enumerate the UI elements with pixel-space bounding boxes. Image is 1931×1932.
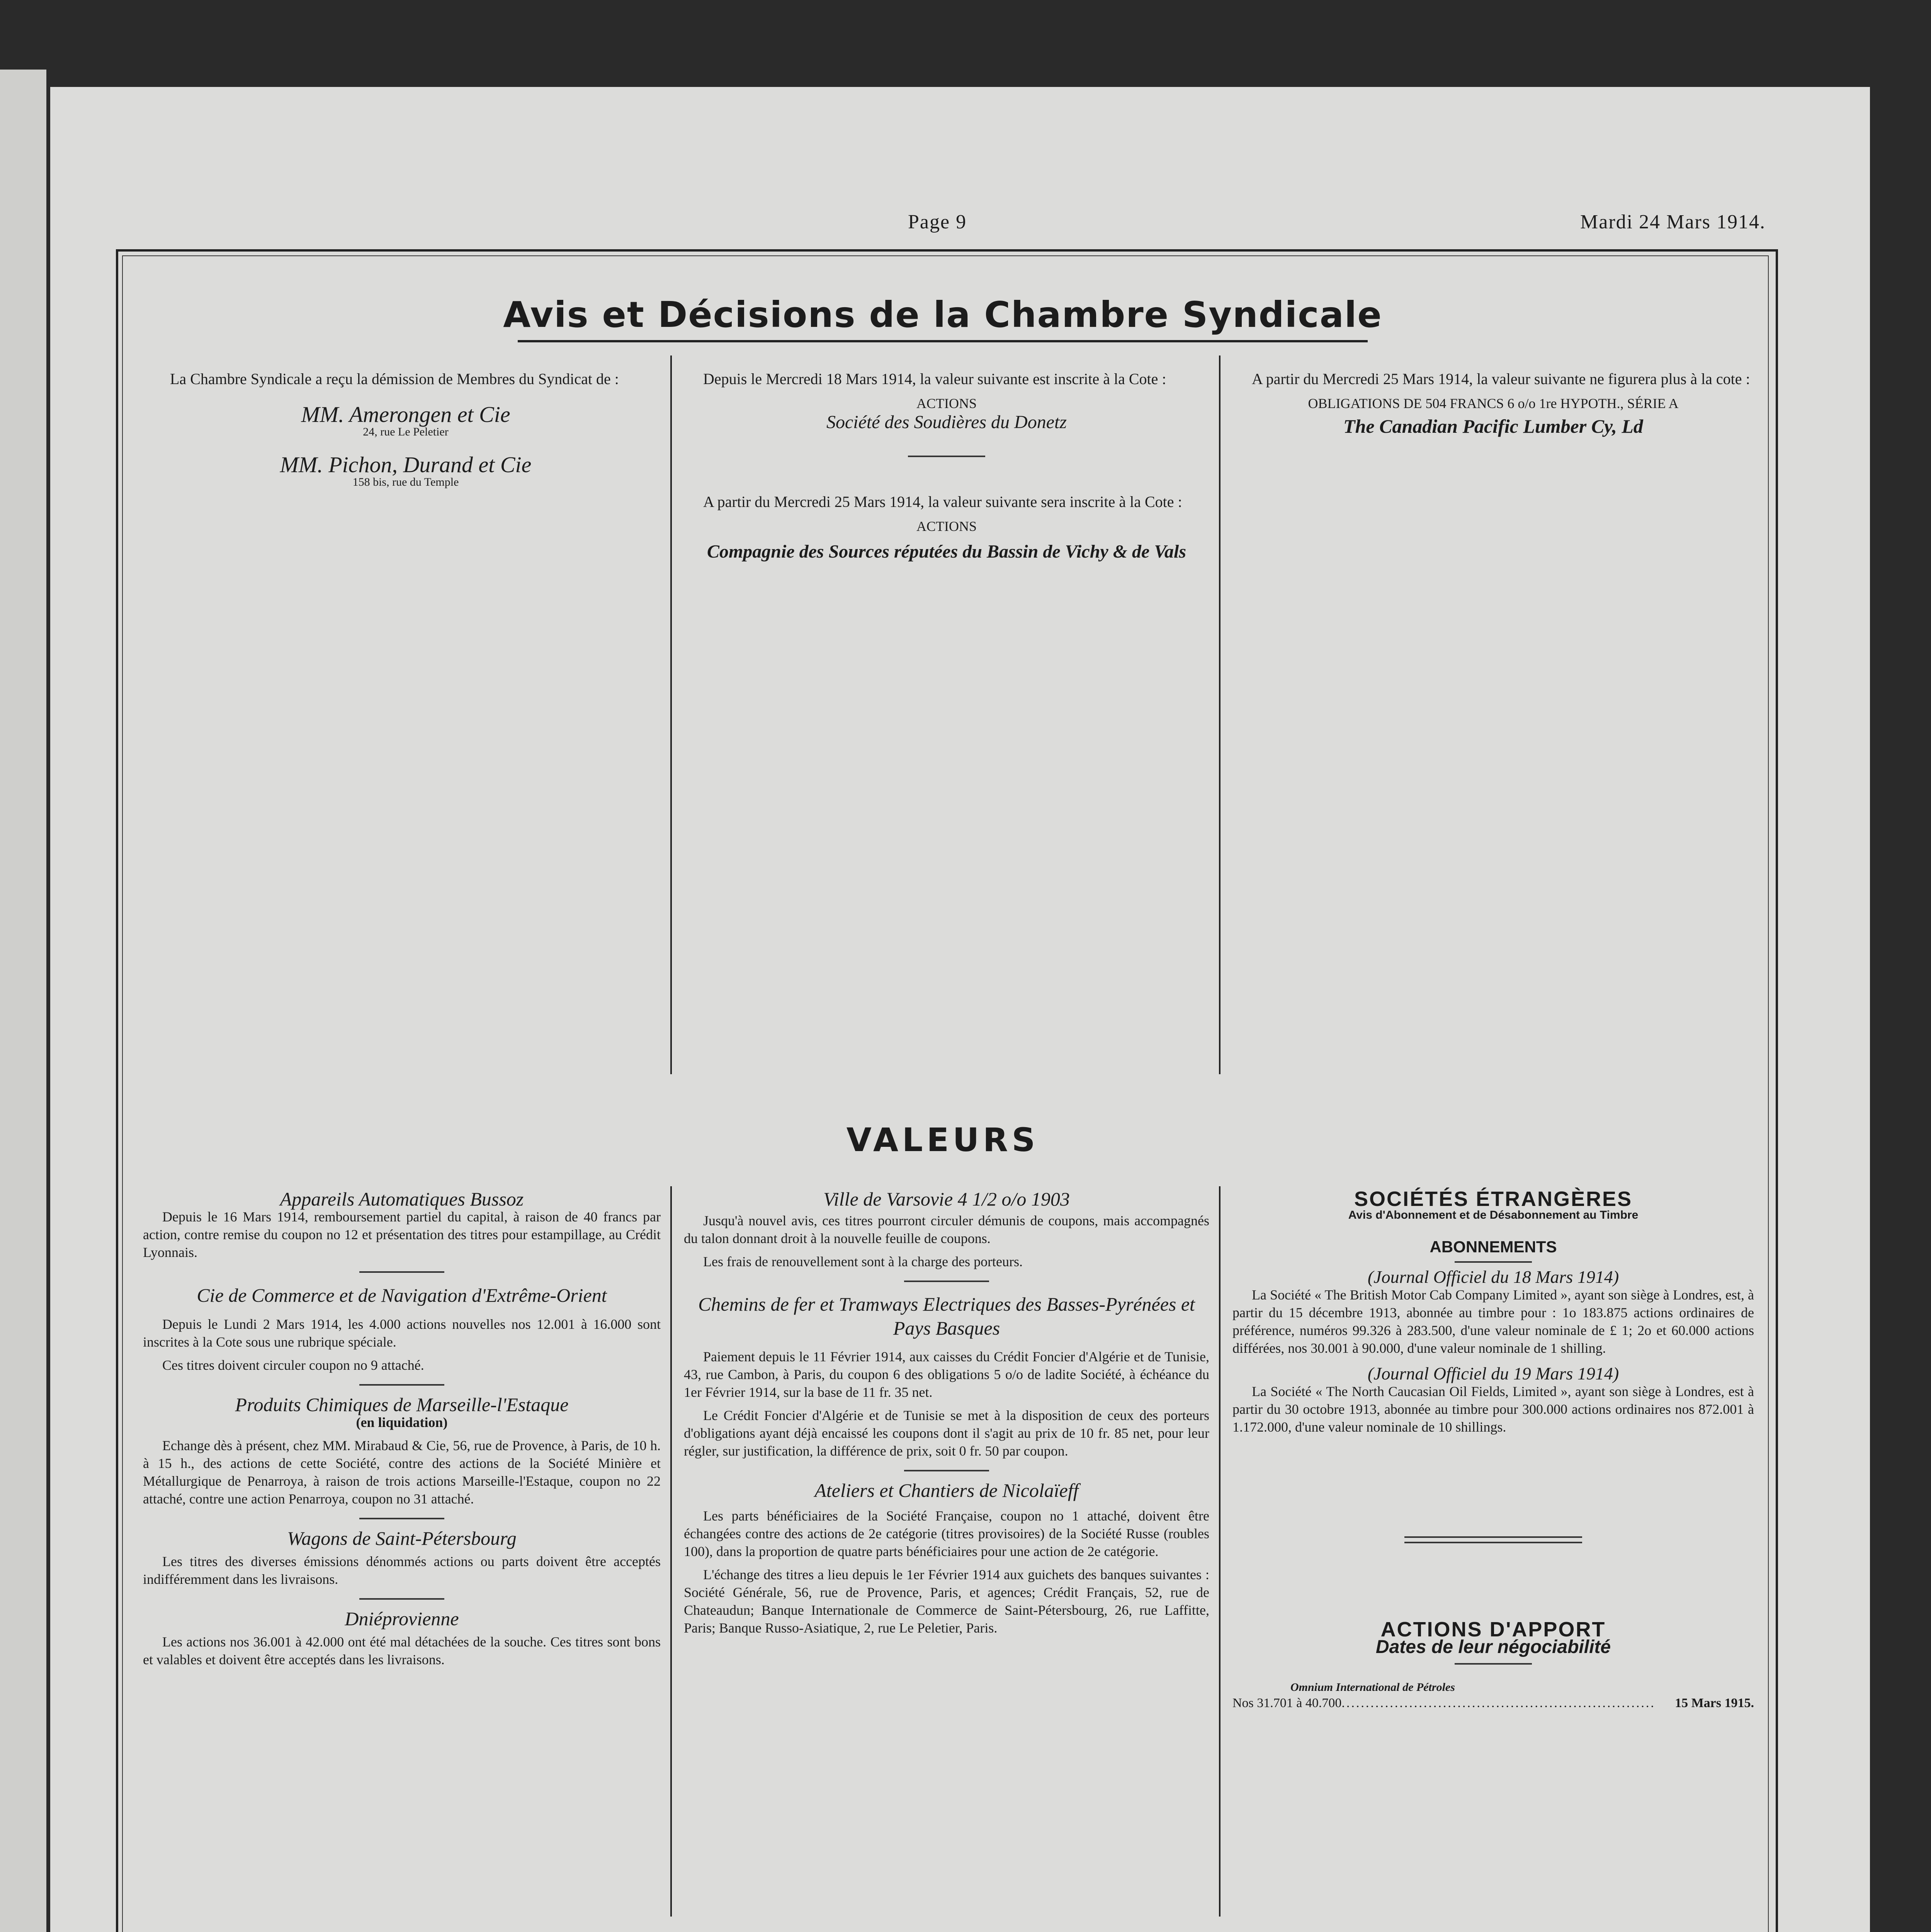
bussoz-text: Depuis le 16 Mars 1914, remboursement partiel du capital, à raison de 40 francs par action, contre remise du coupon no 12 et présentation des titres pour estampillage, au Crédit Lyonnais.: [143, 1209, 661, 1260]
apport-range: Nos 31.701 à 40.700: [1232, 1696, 1342, 1710]
chambre-title: Avis et Décisions de la Chambre Syndicale: [503, 294, 1382, 335]
varsovie-text-b: Les frais de renouvellement sont à la charge des porteurs.: [703, 1254, 1023, 1269]
journal-officiel-2: (Journal Officiel du 19 Mars 1914): [1367, 1364, 1619, 1383]
chambre-col2-p2: A partir du Mercredi 25 Mars 1914, la valeur suivante sera inscrite à la Cote :: [703, 493, 1182, 510]
abonnements-heading: ABONNEMENTS: [1430, 1238, 1557, 1256]
actions-apport-heading: ACTIONS D'APPORT: [1380, 1618, 1606, 1641]
pyrenees-heading: Chemins de fer et Tramways Electriques des Basses-Pyrénées et Pays Basques: [698, 1293, 1195, 1339]
col-divider: [1219, 355, 1220, 1074]
pyrenees-text-a: Paiement depuis le 11 Février 1914, aux caisses du Crédit Foncier d'Algérie et de Tunisie, 43, rue Cambon, à Paris, du coupon 6 des obligations 5 o/o de ladite Société, à échéance du 1er Février 1914, sur la base de 11 fr. 35 net.: [684, 1349, 1209, 1400]
chambre-col3: [1232, 369, 1754, 436]
apport-date: 15 Mars 1915.: [1675, 1696, 1754, 1710]
actions-label-2: ACTIONS: [916, 519, 977, 534]
societes-etrangeres-heading: SOCIÉTÉS ÉTRANGÈRES: [1354, 1187, 1633, 1211]
extreme-orient-text-b: Ces titres doivent circuler coupon no 9 attaché.: [162, 1357, 424, 1373]
member-2-address: 158 bis, rue du Temple: [352, 476, 459, 488]
separator: [359, 1271, 444, 1273]
member-2: MM. Pichon, Durand et Cie: [280, 452, 532, 477]
obligations-label: OBLIGATIONS DE 504 FRANCS 6 o/o 1re HYPOTH., SÉRIE A: [1308, 396, 1679, 411]
nicolaieff-heading: Ateliers et Chantiers de Nicolaïeff: [814, 1480, 1079, 1501]
apport-row: [1232, 1695, 1754, 1712]
col-divider: [670, 355, 672, 1074]
estaque-heading: Produits Chimiques de Marseille-l'Estaque: [235, 1394, 569, 1415]
wagons-heading: Wagons de Saint-Pétersbourg: [287, 1527, 517, 1549]
nicolaieff-text-b: L'échange des titres a lieu depuis le 1er Février 1914 aux guichets des banques suivantes : Société Générale, 56, rue de Provence, Paris, et agences; Crédit Français, 52, rue de Chateaudun; Banque Internationale de Commerce de Saint-Pétersbourg, 26, rue Laffitte, Paris; Banque Russo-Asiatique, 2, rue Le Peletier, Paris.: [684, 1567, 1209, 1636]
chambre-col1: [151, 369, 661, 490]
extreme-orient-text-a: Depuis le Lundi 2 Mars 1914, les 4.000 actions nouvelles nos 12.001 à 16.000 sont inscrites à la Cote sous une rubrique spéciale.: [143, 1316, 661, 1350]
member-1: MM. Amerongen et Cie: [301, 402, 510, 427]
member-1-address: 24, rue Le Peletier: [363, 425, 449, 438]
bussoz-heading: Appareils Automatiques Bussoz: [280, 1188, 524, 1210]
separator: [1404, 1536, 1582, 1538]
separator: [904, 1470, 989, 1471]
estaque-text: Echange dès à présent, chez MM. Mirabaud & Cie, 56, rue de Provence, à Paris, de 10 h. à 15 h., des actions de cette Société, contre des actions de la Société Minière et Métallurgique de Penarroya, à raison de trois actions Marseille-l'Estaque, coupon no 22 attaché, contre une action Penarroya, coupon no 31 attaché.: [143, 1438, 661, 1507]
varsovie-text-a: Jusqu'à nouvel avis, ces titres pourront circuler démunis de coupons, mais accompagnés du talon donnant droit à la nouvelle feuille de coupons.: [684, 1213, 1209, 1246]
separator: [908, 456, 985, 457]
separator: [359, 1518, 444, 1519]
page-number: Page 9: [908, 211, 967, 233]
journal-officiel-1: (Journal Officiel du 18 Mars 1914): [1367, 1267, 1619, 1287]
canadian-pacific: The Canadian Pacific Lumber Cy, Ld: [1343, 415, 1643, 437]
extreme-orient-heading: Cie de Commerce et de Navigation d'Extrême-Orient: [197, 1284, 607, 1306]
dnieprovienne-text: Les actions nos 36.001 à 42.000 ont été mal détachées de la souche. Ces titres sont bons et valables et doivent être acceptés dans les livraisons.: [143, 1634, 661, 1667]
valeurs-col1: [143, 1190, 661, 1674]
chambre-col3-p1: A partir du Mercredi 25 Mars 1914, la valeur suivante ne figurera plus à la cote :: [1252, 370, 1750, 388]
col-divider: [670, 1186, 672, 1917]
valeurs-col3: [1232, 1187, 1754, 1712]
chambre-intro: La Chambre Syndicale a reçu la démission de Membres du Syndicat de :: [170, 370, 619, 388]
societe-soudieres: Société des Soudières du Donetz: [826, 412, 1067, 432]
chambre-col2-p1: Depuis le Mercredi 18 Mars 1914, la valeur suivante est inscrite à la Cote :: [703, 370, 1166, 388]
separator: [904, 1281, 989, 1282]
nicolaieff-text-a: Les parts bénéficiaires de la Société Française, coupon no 1 attaché, doivent être échangées contre des actions de 2e catégorie (titres provisoires) de la Société Russe (roubles 100), dans la proportion de quatre parts bénéficiaires pour une action de 2e catégorie.: [684, 1508, 1209, 1559]
page-date: Mardi 24 Mars 1914.: [1580, 211, 1766, 233]
separator: [1404, 1542, 1582, 1543]
varsovie-heading: Ville de Varsovie 4 1/2 o/o 1903: [823, 1188, 1070, 1210]
separator: [1455, 1261, 1532, 1263]
actions-label-1: ACTIONS: [916, 396, 977, 411]
valeurs-title: VALEURS: [846, 1121, 1039, 1159]
dnieprovienne-heading: Dniéprovienne: [345, 1608, 459, 1629]
compagnie-sources: Compagnie des Sources réputées du Bassin de Vichy & de Vals: [707, 541, 1186, 562]
separator: [1455, 1663, 1532, 1665]
apport-company: Omnium International de Pétroles: [1290, 1681, 1455, 1694]
estaque-liquidation: (en liquidation): [356, 1415, 448, 1430]
caucasian-oil-text: La Société « The North Caucasian Oil Fields, Limited », ayant son siège à Londres, est à partir du 30 octobre 1913, abonnée au timbre pour 300.000 actions ordinaires nos 872.001 à 1.172.000, d'une valeur nominale de 10 shillings.: [1232, 1384, 1754, 1435]
leader-dots: [1341, 1695, 1654, 1712]
col-divider: [1219, 1186, 1220, 1917]
chambre-col2: [684, 369, 1209, 568]
pyrenees-text-b: Le Crédit Foncier d'Algérie et de Tunisie se met à la disposition de ceux des porteurs d'obligations ayant déjà encaissé les coupons dont il s'agit au prix de 10 fr. 85 net, pour leur régler, sur justification, la différence de prix, soit 0 fr. 50 par coupon.: [684, 1408, 1209, 1459]
societes-etrangeres-sub: Avis d'Abonnement et de Désabonnement au Timbre: [1348, 1209, 1639, 1221]
separator: [359, 1598, 444, 1600]
separator: [359, 1384, 444, 1386]
wagons-text: Les titres des diverses émissions dénommés actions ou parts doivent être acceptés indifféremment dans les livraisons.: [143, 1554, 661, 1587]
actions-apport-sub: Dates de leur négociabilité: [1375, 1637, 1611, 1657]
valeurs-col2: [684, 1190, 1209, 1642]
title-underline: [518, 340, 1368, 342]
british-motor-text: La Société « The British Motor Cab Company Limited », ayant son siège à Londres, est, à partir du 15 décembre 1913, abonnée au timbre pour : 1o 183.875 actions ordinaires de préférence, numéros 99.326 à 283.500, d'une valeur nominale de £ 1; 2o et 60.000 actions différées, nos 30.001 à 90.000, d'une valeur nominale de 1 shilling.: [1232, 1287, 1754, 1356]
